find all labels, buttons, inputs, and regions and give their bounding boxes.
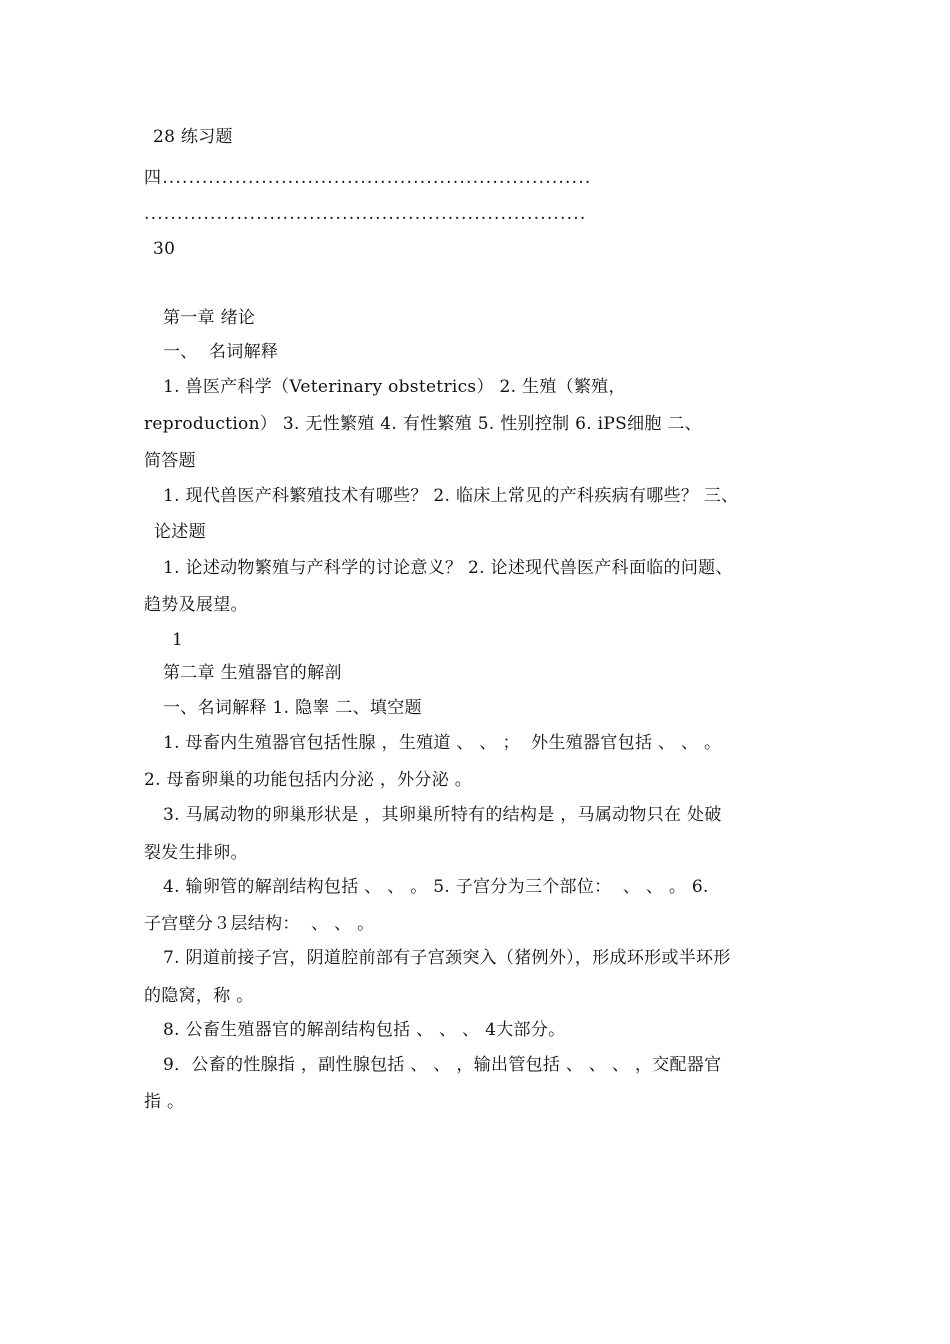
chapter1-title: 第一章 绪论	[163, 308, 256, 328]
chapter1-terms-line1: 1. 兽医产科学（Veterinary obstetrics） 2. 生殖（繁殖，	[163, 377, 626, 397]
chapter2-q3-line2: 裂发生排卵。	[144, 843, 248, 863]
chapter2-q8: 8. 公畜生殖器官的解剖结构包括 、 、 、 4大部分。	[163, 1020, 566, 1040]
page-number: 1	[172, 630, 184, 650]
chapter2-q4-line2: 子宫壁分３层结构： 、 、 。	[144, 914, 375, 934]
chapter1-terms-line2: reproduction） 3. 无性繁殖 4. 有性繁殖 5. 性别控制 6. iPS细胞 二、	[144, 414, 702, 434]
chapter2-q3-line1: 3. 马属动物的卵巢形状是 ，其卵巢所特有的结构是 ，马属动物只在 处破	[163, 805, 722, 825]
chapter2-q7-line2: 的隐窝，称 。	[144, 986, 254, 1006]
chapter1-short-line1: 1. 现代兽医产科繁殖技术有哪些？ 2. 临床上常见的产科疾病有哪些？ 三、	[163, 486, 739, 506]
chapter1-essay-line2: 趋势及展望。	[144, 595, 248, 615]
chapter1-essay-line1: 1. 论述动物繁殖与产科学的讨论意义？ 2. 论述现代兽医产科面临的问题、	[163, 558, 733, 578]
chapter1-section-terms: 一、 名词解释	[163, 342, 279, 362]
chapter1-terms-line3: 简答题	[144, 451, 196, 471]
toc-line-28: 28 练习题	[153, 127, 233, 147]
chapter2-q7-line1: 7. 阴道前接子宫，阴道腔前部有子宫颈突入（猪例外），形成环形或半环形	[163, 948, 731, 968]
toc-page-30: 30	[153, 239, 176, 259]
chapter2-q9-line2: 指 。	[144, 1092, 185, 1112]
chapter1-short-line2: 论述题	[154, 522, 206, 542]
toc-dotted-line-1: 四.................................................................	[144, 168, 592, 188]
chapter2-q2: 2. 母畜卵巢的功能包括内分泌 ，外分泌 。	[144, 770, 473, 790]
chapter2-section-terms: 一、名词解释 1. 隐睾 二、填空题	[163, 698, 422, 718]
chapter2-q9-line1: 9．公畜的性腺指 ，副性腺包括 、 、 ，输出管包括 、 、 、 ，交配器官	[163, 1055, 722, 1075]
toc-dotted-line-2: ...................................................................	[144, 204, 587, 224]
chapter2-title: 第二章 生殖器官的解剖	[163, 663, 342, 683]
chapter2-q4-line1: 4. 输卵管的解剖结构包括 、 、 。 5. 子宫分为三个部位： 、 、 。 6.	[163, 877, 709, 897]
chapter2-q1: 1. 母畜内生殖器官包括性腺 ，生殖道 、 、 ； 外生殖器官包括 、 、 。	[163, 733, 722, 753]
